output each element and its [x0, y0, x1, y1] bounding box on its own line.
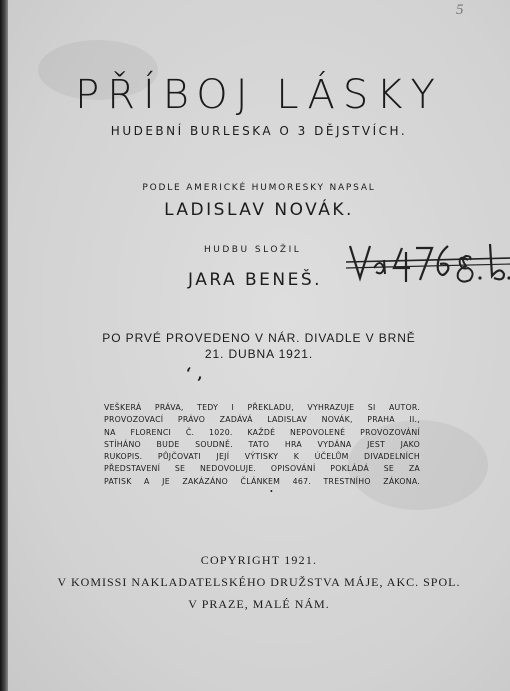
- rights-line: VEŠKERÁ PRÁVA, TEDY I PŘEKLADU, VYHRAZUJE SI AUTOR.: [104, 403, 420, 412]
- publisher-line: V KOMISSI NAKLADATELSKÉHO DRUŽSTVA MÁJE, AKC. SPOL.: [57, 575, 461, 589]
- rights-line: PATISK A JE ZAKÁZÁNO ČLÁNKEM 467. TRESTNÍHO ZÁKONA.: [104, 476, 420, 486]
- page-title: PŘÍBOJ LÁSKY: [75, 72, 443, 118]
- author-name: LADISLAV NOVÁK.: [164, 200, 354, 220]
- separator-dot: •: [270, 487, 273, 496]
- rights-line: NA FLORENCI Č. 1020. KAŽDÉ NEPOVOLENÉ PROVOZOVÁNÍ: [104, 427, 420, 437]
- rights-line: PROVOZOVACÍ PRÁVO ZADÁVÁ LADISLAV NOVÁK, PRAHA II.,: [104, 415, 420, 425]
- ornament-mark: ‘ ‚: [186, 364, 203, 383]
- premiere-note-line2: 21. DUBNA 1921.: [204, 347, 314, 361]
- subtitle: HUDEBNÍ BURLESKA O 3 DĚJSTVÍCH.: [110, 124, 408, 138]
- premiere-note-line1: PO PRVÉ PROVEDENO V NÁR. DIVADLE V BRNĚ: [102, 331, 416, 345]
- title-page: [8, 0, 510, 691]
- music-credit-label: HUDBU SLOŽIL: [204, 245, 302, 255]
- page-number: 5: [456, 2, 464, 18]
- composer-name: JARA BENEŠ.: [188, 270, 323, 290]
- copyright-line: COPYRIGHT 1921.: [200, 553, 318, 567]
- publisher-city: V PRAZE, MALÉ NÁM.: [188, 597, 330, 611]
- rights-line: PŘEDSTAVENÍ SE NEDOVOLUJE. OPISOVÁNÍ POKLÁDÁ SE ZA: [104, 464, 420, 474]
- rights-line: STÍHÁNO BUDE SOUDNĚ. TATO HRA VYDÁNA JEST JAKO: [104, 439, 420, 449]
- rights-line: RUKOPIS. PŮJČOVATI JEJÍ VÝTISKY K ÚČELŮM DIVADELNÍCH: [104, 452, 420, 462]
- handwritten-shelfmark: [344, 238, 510, 288]
- page-binding-edge: [0, 0, 8, 691]
- basis-line: PODLE AMERICKÉ HUMORESKY NAPSAL: [142, 183, 376, 193]
- rights-notice: [104, 402, 420, 488]
